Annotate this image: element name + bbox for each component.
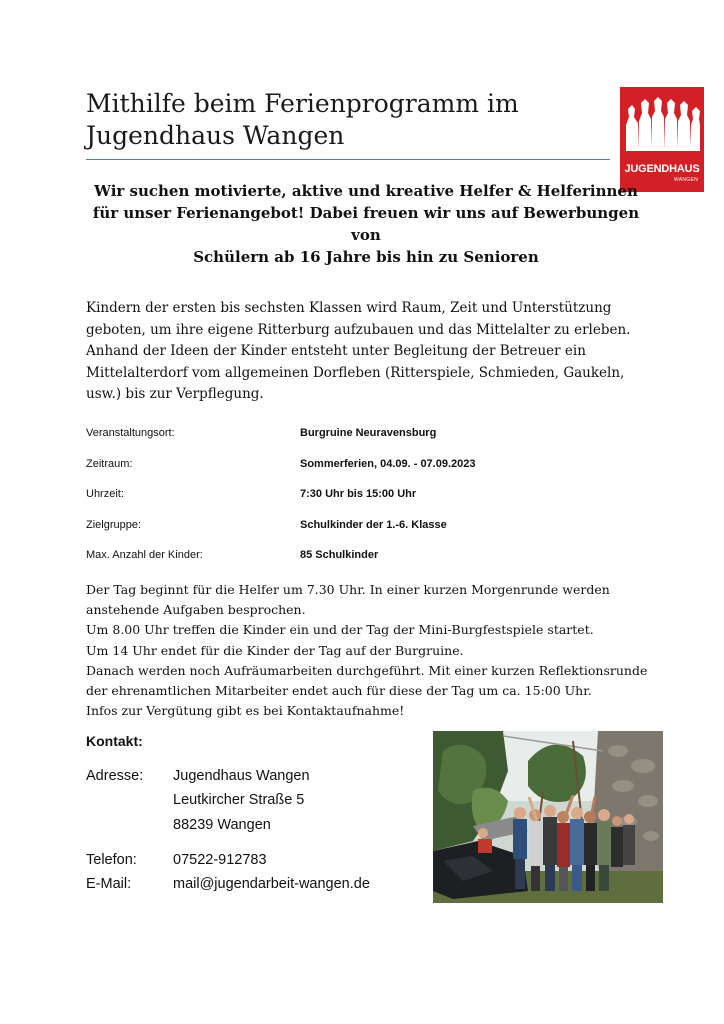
detail-label: Zeitraum: [86, 457, 133, 470]
logo-wordmark: JUGENDHAUS [624, 163, 700, 175]
description-line-1: Kindern der ersten bis sechsten Klassen wird Raum, Zeit und Unterstützung [86, 300, 612, 316]
description-line-5: usw.) bis zur Verpflegung. [86, 386, 264, 402]
detail-label: Max. Anzahl der Kinder: [86, 549, 203, 561]
intro-line-2: für unser Ferienangebot! Dabei freuen wir uns auf Bewerbungen von [92, 204, 640, 244]
schedule-line-2: anstehende Aufgaben besprochen. [86, 602, 306, 618]
group-photo [433, 731, 663, 903]
schedule-line-4: Um 14 Uhr endet für die Kinder der Tag auf der Burgruine. [86, 642, 464, 658]
detail-value: Burgruine Neuravensburg [300, 427, 437, 439]
schedule-line-1: Der Tag beginnt für die Helfer um 7.30 Uhr. In einer kurzen Morgenrunde werden [86, 582, 610, 597]
detail-label: Uhrzeit: [86, 488, 124, 500]
email-label: E-Mail: [86, 876, 132, 892]
detail-label: Veranstaltungsort: [86, 427, 175, 439]
description-line-3: Anhand der Ideen der Kinder entsteht unter Begleitung der Betreuer ein [86, 343, 586, 359]
intro-line-3: Schülern ab 16 Jahre bis hin zu Senioren [193, 248, 539, 266]
group-photo-illustration [433, 731, 663, 903]
detail-value: 85 Schulkinder [300, 549, 379, 561]
detail-row-location [86, 427, 646, 458]
page-title [86, 88, 606, 152]
detail-row-time [86, 488, 646, 519]
title-line-2: Jugendhaus Wangen [86, 121, 345, 150]
schedule-line-5: Danach werden noch Aufräumarbeiten durchgeführt. Mit einer kurzen Reflektionsrunde [86, 662, 648, 678]
address-label: Adresse: [86, 768, 144, 784]
logo-subtitle: WANGEN [673, 177, 698, 183]
jugendhaus-logo [620, 87, 704, 192]
address-line-3: 88239 Wangen [173, 817, 271, 833]
schedule-line-3: Um 8.00 Uhr treffen die Kinder ein und der Tag der Mini-Burgfestspiele startet. [86, 622, 594, 638]
schedule-line-6: der ehrenamtlichen Mitarbeiter endet auch für diese der Tag um ca. 15:00 Uhr. [86, 683, 592, 699]
contact-heading: Kontakt: [86, 733, 143, 749]
detail-value: Sommerferien, 04.09. - 07.09.2023 [300, 457, 476, 470]
schedule-line-7: Infos zur Vergütung gibt es bei Kontaktaufnahme! [86, 703, 405, 719]
email-address: mail@jugendarbeit-wangen.de [173, 876, 370, 892]
title-line-1: Mithilfe beim Ferienprogramm im [86, 89, 519, 118]
description-line-2: geboten, um ihre eigene Ritterburg aufzubauen und das Mittelalter zu erleben. [86, 321, 631, 338]
detail-row-max-children [86, 549, 646, 580]
detail-value: Schulkinder der 1.-6. Klasse [300, 518, 447, 531]
phone-number: 07522-912783 [173, 852, 267, 868]
description-line-4: Mittelalterdorf vom allgemeinen Dorfleben (Ritterspiele, Schmieden, Gaukeln, [86, 364, 625, 381]
event-details-table [86, 427, 646, 580]
address-line-1: Jugendhaus Wangen [173, 768, 310, 784]
schedule-paragraph [86, 580, 646, 721]
description-paragraph [86, 298, 646, 406]
detail-row-target-group [86, 519, 646, 550]
detail-row-period [86, 458, 646, 489]
detail-value: 7:30 Uhr bis 15:00 Uhr [300, 488, 417, 500]
address-line-2: Leutkircher Straße 5 [173, 792, 305, 808]
phone-label: Telefon: [86, 852, 137, 868]
intro-line-1: Wir suchen motivierte, aktive und kreative Helfer & Helferinnen [94, 182, 638, 200]
title-divider [86, 159, 610, 160]
detail-label: Zielgruppe: [86, 518, 142, 531]
intro-headline [86, 180, 646, 268]
